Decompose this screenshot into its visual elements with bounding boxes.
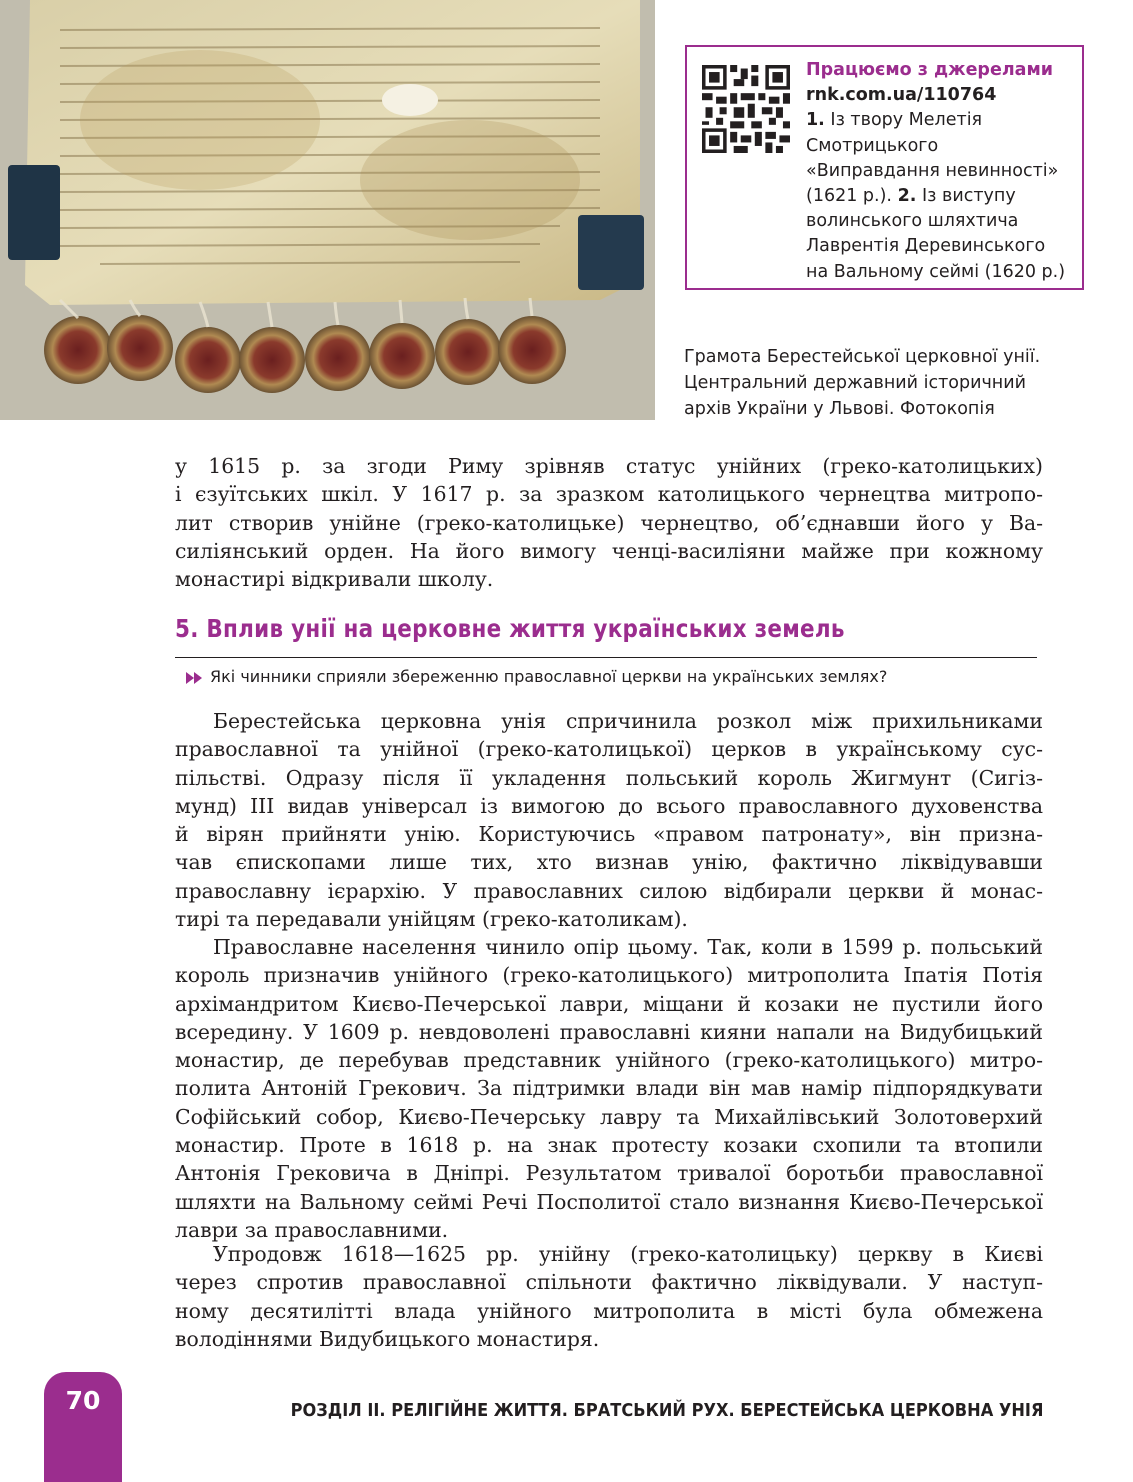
text-line: й вірян прийняти унію. Користуючись «правом патронату», він призна- — [175, 822, 1043, 847]
text-line: пільстві. Одразу після її укладення польський король Жигмунт (Сигіз- — [175, 765, 1043, 790]
text-line: силіянський орден. На його вимогу ченці-василіяни майже при кожному — [175, 538, 1043, 563]
text-line: шляхти на Вальному сеймі Речі Посполитої стало визнання Києво-Печерської — [175, 1189, 1043, 1214]
chapter-footer: РОЗДІЛ II. РЕЛІГІЙНЕ ЖИТТЯ. БРАТСЬКИЙ РУХ. БЕРЕСТЕЙСЬКА ЦЕРКОВНА УНІЯ — [290, 1400, 1043, 1421]
caption-line: архів України у Львові. Фотокопія — [684, 399, 995, 419]
page-number: 70 — [65, 1386, 101, 1415]
question-text: Які чинники сприяли збереженню православної церкви на українських землях? — [210, 667, 888, 686]
text-line: ному десятилітті влада унійного митрополита в місті була обмежена — [175, 1298, 1043, 1323]
text-line: монастир. Проте в 1618 р. на знак протесту козаки схопили та втопили — [175, 1133, 1043, 1158]
text-line: Православне населення чинило опір цьому. Так, коли в 1599 р. польський — [213, 935, 1043, 959]
text-line: король призначив унійного (греко-католицького) митрополита Іпатія Потія — [175, 963, 1043, 988]
source-item-2-line3: Лаврентія Деревинського — [806, 236, 1046, 257]
text-line: полита Антоній Грекович. За підтримки влади він мав намір підпорядкувати — [175, 1076, 1043, 1101]
text-line: і єзуїтських шкіл. У 1617 р. за зразком католицького чернецтва митропо- — [175, 482, 1043, 507]
text-line: Софійський собор, Києво-Печерську лавру та Михайлівський Золотоверхий — [175, 1104, 1043, 1129]
text-line: володіннями Видубицького монастиря. — [175, 1326, 600, 1351]
text-line: через спротив православної спільноти фактично ліквідували. У наступ- — [175, 1270, 1043, 1295]
photo-caption — [684, 344, 1124, 422]
text-line: монастир, де перебував представник унійного (греко-католицького) митро- — [175, 1048, 1043, 1073]
source-item-2-line2: волинського шляхтича — [806, 211, 1019, 232]
text-line: чав єпископами лише тих, хто визнав унію, фактично ліквідувавши — [175, 850, 1043, 875]
paragraph-2 — [175, 933, 1043, 1244]
source-item-1-line3: «Виправдання невинності» — [806, 160, 1059, 181]
text-line: мунд) III видав універсал із вимогою до всього православного духовенства — [175, 793, 1043, 818]
heading-divider — [175, 657, 1037, 658]
text-line: православної та унійної (греко-католицької) церков в українському сус- — [175, 737, 1043, 762]
sources-text — [806, 58, 1078, 285]
sources-link[interactable]: rnk.com.ua/110764 — [806, 85, 997, 106]
charter-photo — [0, 0, 655, 420]
text-line: всередину. У 1609 р. невдоволені православні кияни напали на Видубицький — [175, 1019, 1043, 1044]
page-number-tab — [44, 1372, 122, 1482]
text-line: Берестейська церковна унія спричинила розкол між прихильниками — [213, 709, 1043, 733]
source-item-1-line2: Смотрицького — [806, 135, 939, 156]
text-line: лит створив унійне (греко-католицьке) чернецтво, об’єднавши його у Ва- — [175, 510, 1043, 535]
intro-paragraph — [175, 452, 1043, 593]
text-line: архімандритом Києво-Печерської лаври, міщани й козаки не пустили його — [175, 991, 1043, 1016]
paragraph-3 — [175, 1240, 1043, 1353]
source-item-1: 1. Із твору Мелетія — [806, 110, 983, 131]
text-line: лаври за православними. — [175, 1217, 449, 1242]
text-line: у 1615 р. за згоди Риму зрівняв статус унійних (греко-католицьких) — [175, 454, 1043, 478]
text-line: Антонія Грековича в Дніпрі. Результатом тривалої боротьби православної — [175, 1161, 1043, 1186]
caption-line: Грамота Берестейської церковної унії. — [684, 347, 1041, 367]
paragraph-1 — [175, 707, 1043, 933]
caption-line: Центральний державний історичний — [684, 373, 1026, 393]
source-item-2: (1621 р.). 2. Із виступу — [806, 186, 1016, 207]
section-question — [186, 665, 887, 689]
sources-title: Працюємо з джерелами — [806, 60, 1054, 80]
double-arrow-icon — [186, 671, 204, 685]
qr-code-icon[interactable] — [702, 65, 790, 153]
text-line: монастирі відкривали школу. — [175, 567, 494, 592]
section-heading: 5. Вплив унії на церковне життя українських земель — [175, 614, 845, 643]
sources-box — [685, 45, 1084, 290]
text-line: православну ієрархію. У православних силою відбирали церкви й монас- — [175, 878, 1043, 903]
text-line: тирі та передавали унійцям (греко-католикам). — [175, 907, 688, 932]
text-line: Упродовж 1618—1625 рр. унійну (греко-католицьку) церкву в Києві — [213, 1242, 1043, 1266]
source-item-2-line4: на Вальному сеймі (1620 р.) — [806, 261, 1066, 282]
